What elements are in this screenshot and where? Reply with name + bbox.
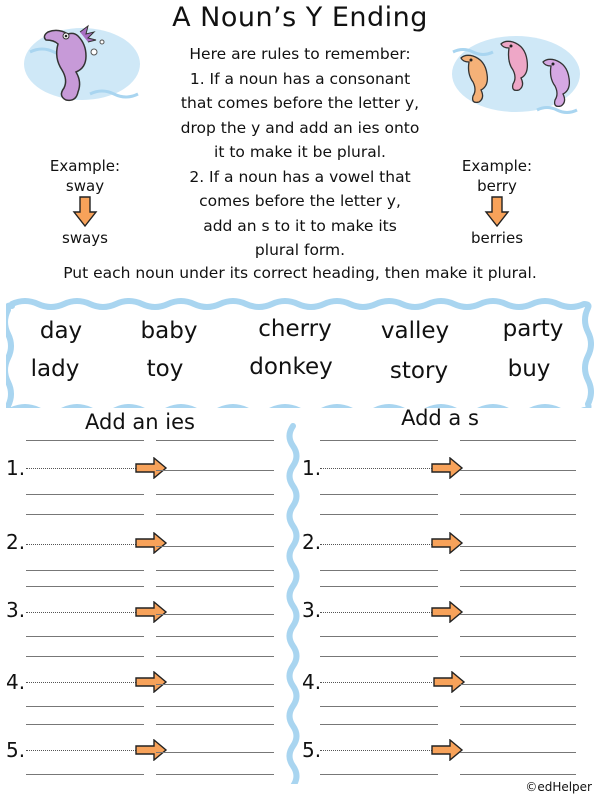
word-bank-word: donkey [249, 354, 333, 380]
answer-line[interactable] [460, 546, 576, 547]
word-bank-word: baby [140, 318, 198, 344]
heading-add-s: Add a s [401, 406, 479, 430]
word-bank-word: valley [380, 318, 450, 344]
example-word: sway [65, 177, 105, 195]
rules-line: add an s to it to make its [203, 216, 397, 235]
example-label: Example: [49, 157, 121, 175]
rules-line: 2. If a noun has a vowel that [189, 167, 411, 186]
rules-line: drop the y and add an ies onto [180, 118, 420, 137]
word-bank-word: story [389, 358, 449, 384]
orange-right-arrow-icon [432, 671, 466, 693]
example-label: Example: [461, 157, 533, 175]
item-number: 2. [302, 530, 322, 554]
item-number: 2. [6, 530, 26, 554]
answer-line[interactable] [320, 682, 432, 683]
answer-line[interactable] [320, 468, 432, 469]
answer-line[interactable] [460, 614, 576, 615]
answer-line[interactable] [320, 750, 432, 751]
item-number: 1. [302, 456, 322, 480]
answer-line[interactable] [460, 470, 576, 471]
answer-line[interactable] [320, 612, 432, 613]
orange-right-arrow-icon [430, 457, 464, 479]
page-title: A Noun’s Y Ending [172, 2, 428, 33]
example-word: berry [477, 177, 517, 195]
rules-line: 1. If a noun has a consonant [189, 69, 411, 88]
rules-line: comes before the letter y, [199, 192, 401, 210]
item-number: 4. [6, 670, 26, 694]
rules-line: that comes before the letter y, [180, 94, 420, 112]
item-number: 1. [6, 456, 26, 480]
item-number: 3. [302, 598, 322, 622]
item-number: 4. [302, 670, 322, 694]
orange-right-arrow-icon [430, 739, 464, 761]
word-bank-word: cherry [258, 316, 332, 342]
example-plural: berries [470, 229, 524, 247]
answer-line[interactable] [460, 752, 576, 753]
rules-line: Here are rules to remember: [189, 45, 411, 63]
word-bank-word: lady [30, 356, 80, 382]
item-number: 3. [6, 598, 26, 622]
instruction-text: Put each noun under its correct heading, then make it plural. [63, 264, 537, 282]
item-number: 5. [6, 738, 26, 762]
orange-right-arrow-icon [430, 601, 464, 623]
rules-line: it to make it be plural. [214, 143, 386, 161]
heading-add-ies: Add an ies [85, 410, 195, 434]
word-bank-word: toy [146, 356, 184, 382]
word-bank-word: party [502, 316, 564, 342]
credit-text: ©edHelper [525, 780, 592, 794]
answer-line[interactable] [460, 684, 576, 685]
item-number: 5. [302, 738, 322, 762]
word-bank-word: buy [507, 356, 551, 382]
orange-right-arrow-icon [430, 532, 464, 554]
word-bank-word: day [39, 318, 83, 344]
rules-line: plural form. [254, 241, 346, 259]
answer-line[interactable] [320, 544, 432, 545]
example-plural: sways [62, 229, 108, 247]
